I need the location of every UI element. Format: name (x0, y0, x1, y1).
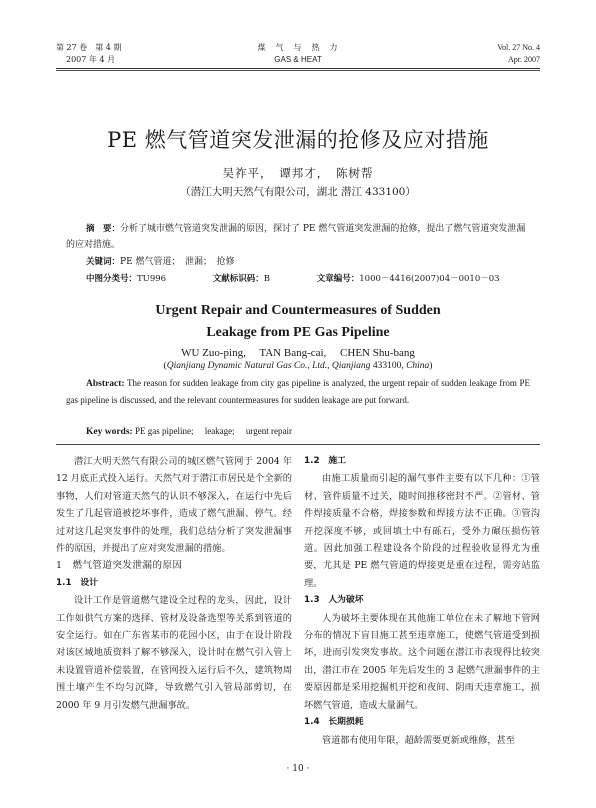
section-heading-1: 1 燃气管道突发泄漏的原因 (56, 560, 183, 572)
article-id-label: 文章编号： (316, 274, 360, 284)
abstract-cn-label: 摘 要： (86, 224, 121, 234)
paragraph-1-4: 管道都有使用年限，超龄需要更新或维修，甚至 (322, 734, 515, 746)
section-divider (56, 444, 540, 445)
clc-value: TU996 (137, 274, 167, 284)
doc-code-label: 文献标识码： (212, 274, 264, 284)
paragraph-1-2: 由施工质量而引起的漏气事件主要有以下几种：①管材、管件质量不过关，随时间推移密封不严。②管材、管件焊接质量不合格，焊接参数和焊接方法不正确。③管沟开挖深度不够，或回填土中有砾石，受外力碾压损伤管道。因此加强工程建设各个阶段的过程验收显得尤为重要，尤其是 PE 燃气管道的焊接更是重在过程，需旁站监理。 (304, 473, 540, 589)
header-rule-thin (56, 70, 540, 71)
header-rule (56, 68, 540, 69)
keywords-en (86, 424, 292, 437)
abstract-en-text: The reason for sudden leakage from city gas pipeline is analyzed, the urgent repair of sudden leakage from PE gas pipeline is discussed, and the relevant countermeasures for sudden leakage are put forward. (66, 378, 530, 405)
header-date-cn: 2007 年 4 月 (66, 55, 116, 64)
affiliation-en-zip: 433100, (370, 361, 407, 371)
classification-line (86, 272, 544, 284)
article-id-value: 1000－4416(2007)04－0010－03 (359, 274, 500, 284)
keywords-en-text: PE gas pipeline; leakage; urgent repair (132, 426, 292, 436)
header-volume-en: Vol. 27 No. 4 (497, 43, 540, 52)
keywords-en-label: Key words: (86, 427, 133, 437)
body-column-right (304, 453, 540, 749)
clc-label: 中图分类号： (86, 274, 138, 284)
authors-en: WU Zuo-ping, TAN Bang-cai, CHEN Shu-bang (181, 347, 415, 359)
body-column-left (56, 453, 292, 714)
page-number: · 10 · (286, 764, 310, 774)
title-en-line2: Leakage from PE Gas Pipeline (206, 325, 390, 340)
abstract-cn (66, 222, 532, 253)
header-date-en: Apr. 2007 (508, 55, 540, 64)
affiliation-en (0, 361, 596, 371)
affiliation-en-close: ) (429, 361, 433, 371)
keywords-cn (86, 254, 235, 267)
section-heading-1-4: 1.4 长期损耗 (304, 717, 364, 728)
keywords-cn-label: 关键词： (86, 257, 121, 267)
section-heading-1-3: 1.3 人为破坏 (304, 595, 364, 606)
affiliation-en-country: China (406, 361, 430, 371)
abstract-cn-text: 分析了城市燃气管道突发泄漏的原因，探讨了 PE 燃气管道突发泄漏的抢修，提出了燃气管道突发泄漏的应对措施。 (66, 224, 526, 250)
keywords-cn-text: PE 燃气管道； 泄漏； 抢修 (120, 257, 235, 267)
title-en (0, 301, 596, 342)
header-volume: 第 27 卷 第 4 期 (56, 43, 122, 52)
abstract-en-label: Abstract: (86, 379, 125, 389)
abstract-en (66, 376, 530, 408)
paragraph-1-1: 设计工作是管道燃气建设全过程的龙头，因此，设计工作如供气方案的选择、管材及设备选型等关系到管道的安全运行。如在广东省某市的花园小区，由于在设计阶段对该区域地质资料了解不够深入，设计时在燃气引入管上未设置管道补偿装置，在管网投入运行后不久，建筑物周围土壤产生不均匀沉降，导致燃气引入管局部剪切，在 2000 年 9 月引发燃气泄漏事故。 (56, 595, 292, 711)
title-cn: PE 燃气管道突发泄漏的抢修及应对措施 (107, 128, 489, 152)
affiliation-cn: （潜江大明天然气有限公司，湖北 潜江 433100） (180, 186, 416, 198)
header-journal-en: GAS & HEAT (274, 55, 322, 64)
intro-paragraph: 潜江大明天然气有限公司的城区燃气管网于 2004 年 12 月底正式投入运行。天然气对于潜江市居民是个全新的事物，人们对管道天然气的认识不够深入，在运行中先后发生了几起管道被挖坏事件，造成了燃气泄漏、停气。经过对这几起突发事件的处理，我们总结分析了突发泄漏事件的原因，并提出了应对突发泄漏的措施。 (56, 456, 292, 555)
affiliation-en-name: Qianjiang Dynamic Natural Gas Co., Ltd., Qianjiang (166, 361, 371, 371)
title-en-line1: Urgent Repair and Countermeasures of Sudden (155, 303, 441, 318)
authors-cn: 吴祚平， 谭邦才， 陈树帮 (222, 166, 374, 180)
section-heading-1-2: 1.2 施工 (304, 456, 346, 466)
doc-code-value: B (263, 274, 271, 284)
affiliation-en-open: ( (163, 361, 167, 371)
header-journal-cn: 煤 气 与 热 力 (257, 43, 339, 52)
paragraph-1-3: 人为破坏主要体现在其他施工单位在未了解地下管网分布的情况下盲目施工甚至违章施工，使燃气管道受到损坏，进而引发突发事故。这个问题在潜江市表现得比较突出，潜江市在 2005 年先后发生的 3 起燃气泄漏事件的主要原因都是采用挖掘机开挖和夜间、阴雨天违章施工，损坏燃气管道，造成大量漏气。 (304, 612, 540, 711)
section-heading-1-1: 1.1 设计 (56, 577, 98, 588)
